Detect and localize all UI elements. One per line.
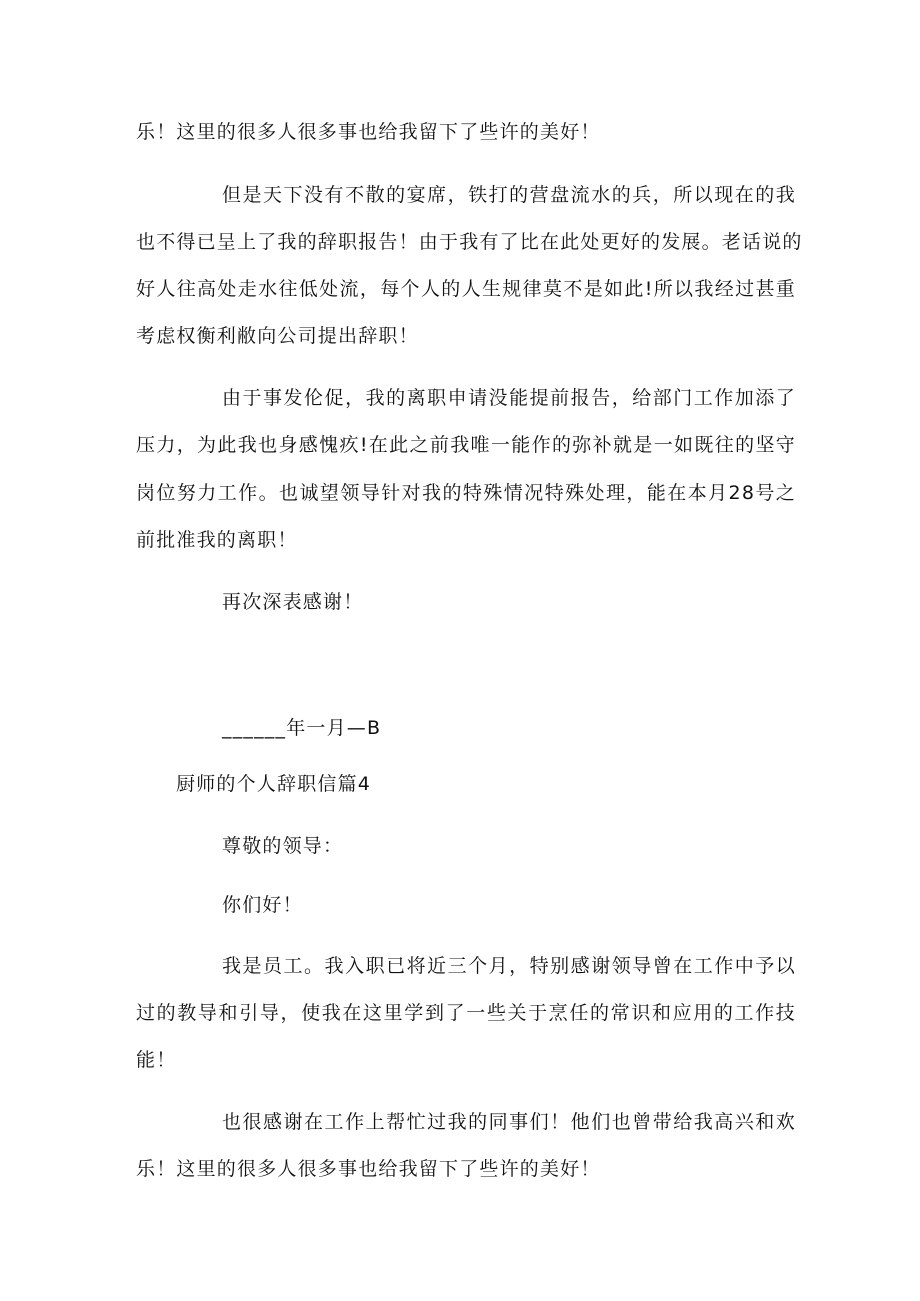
paragraph-line: 但是天下没有不散的宴席，铁打的营盘流水的兵，所以现在的我 bbox=[222, 184, 796, 206]
greeting: 你们好！ bbox=[222, 894, 303, 916]
section-heading: 厨师的个人辞职信篇4 bbox=[176, 773, 372, 795]
paragraph-line: 压力，为此我也身感愧疚!在此之前我唯一能作的弥补就是一如既往的坚守 bbox=[136, 434, 796, 456]
salutation: 尊敬的领导： bbox=[222, 835, 344, 857]
paragraph-line: 乐！这里的很多人很多事也给我留下了些许的美好！ bbox=[136, 121, 601, 143]
paragraph-line: 岗位努力工作。也诚望领导针对我的特殊情况特殊处理，能在本月28号之 bbox=[136, 482, 796, 504]
paragraph-line: 能！ bbox=[136, 1049, 177, 1071]
paragraph-line: 过的教导和引导，使我在这里学到了一些关于烹任的常识和应用的工作技 bbox=[136, 1002, 796, 1024]
paragraph-line: 由于事发伦促，我的离职申请没能提前报告，给部门工作加添了 bbox=[222, 387, 796, 409]
paragraph-line: 也不得已呈上了我的辞职报告！由于我有了比在此处更好的发展。老话说的 bbox=[136, 231, 803, 253]
closing-line: 再次深表感谢！ bbox=[222, 591, 364, 613]
paragraph-line: 也很感谢在工作上帮忙过我的同事们！他们也曾带给我高兴和欢 bbox=[222, 1111, 796, 1133]
paragraph-line: 前批准我的离职！ bbox=[136, 529, 298, 551]
paragraph-line: 我是员工。我入职已将近三个月，特别感谢领导曾在工作中予以 bbox=[222, 955, 796, 977]
paragraph-line: 好人往高处走水往低处流，每个人的人生规律莫不是如此!所以我经过甚重 bbox=[136, 278, 796, 300]
paragraph-line: 乐！这里的很多人很多事也给我留下了些许的美好！ bbox=[136, 1158, 601, 1180]
paragraph-line: 考虑权衡利敝向公司提出辞职！ bbox=[136, 325, 419, 347]
date-line: ______年一月—B bbox=[222, 717, 382, 739]
